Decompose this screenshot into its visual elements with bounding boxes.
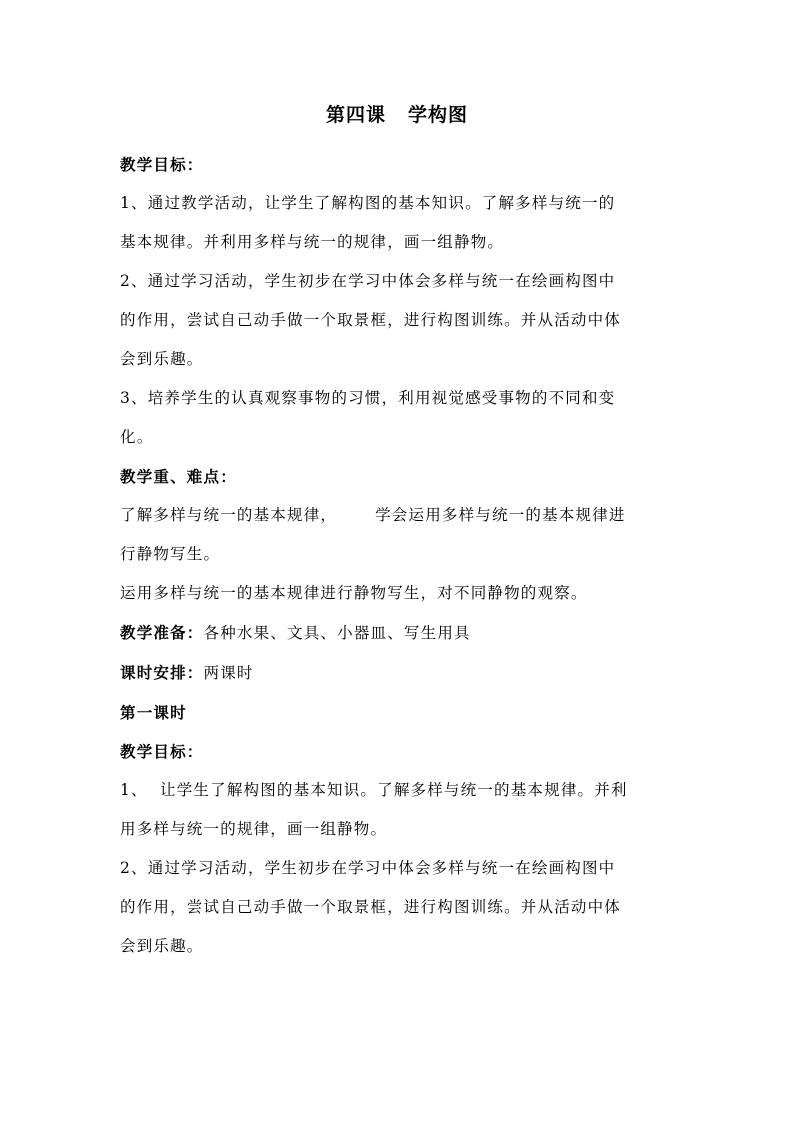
teaching-prep (120, 613, 674, 653)
prep-value: 各种水果、文具、小器皿、写生用具 (203, 624, 471, 642)
lesson-1-objective-2-line-3: 会到乐趣。 (120, 937, 204, 955)
key-points-line-1 (120, 496, 674, 535)
key-points-line-1a: 了解多样与统一的基本规律， (120, 506, 338, 524)
key-points-line-2: 行静物写生。 (120, 545, 221, 563)
title-main: 第四课 (325, 104, 386, 126)
objective-1-line-1: 1、通过教学活动，让学生了解构图的基本知识。了解多样与统一的 (120, 194, 616, 212)
key-points-line-1b: 学会运用多样与统一的基本规律进 (375, 506, 626, 524)
prep-label: 教学准备： (120, 623, 204, 642)
lesson-1-objective-1-line-2: 用多样与统一的规律，画一组静物。 (120, 820, 388, 838)
schedule-value: 两课时 (203, 664, 254, 682)
lesson-1-objective-2-line-2: 的作用，尝试自己动手做一个取景框，进行构图训练。并从活动中体 (120, 898, 622, 916)
lesson-1-objectives-heading: 教学目标： (120, 742, 204, 761)
schedule-label: 课时安排： (120, 663, 204, 682)
title-sub: 学构图 (408, 104, 469, 126)
objective-2-line-2: 的作用，尝试自己动手做一个取景框，进行构图训练。并从活动中体 (120, 311, 622, 329)
objective-2-line-3: 会到乐趣。 (120, 350, 204, 368)
key-points-heading: 教学重、难点： (120, 467, 237, 486)
objective-1-line-2: 基本规律。并利用多样与统一的规律，画一组静物。 (120, 233, 505, 251)
objectives-heading: 教学目标： (120, 155, 204, 174)
lesson-1-heading: 第一课时 (120, 703, 187, 722)
objective-3-line-2: 化。 (120, 428, 154, 446)
page-title (120, 100, 674, 127)
objective-2-line-1: 2、通过学习活动，学生初步在学习中体会多样与统一在绘画构图中 (120, 272, 616, 290)
lesson-1-objective-1-line-1: 1、 让学生了解构图的基本知识。了解多样与统一的基本规律。并利 (120, 781, 628, 799)
key-points-line-3: 运用多样与统一的基本规律进行静物写生，对不同静物的观察。 (120, 584, 588, 602)
class-schedule (120, 653, 674, 693)
objective-3-line-1: 3、培养学生的认真观察事物的习惯，利用视觉感受事物的不同和变 (120, 389, 616, 407)
lesson-1-objective-2-line-1: 2、通过学习活动，学生初步在学习中体会多样与统一在绘画构图中 (120, 859, 616, 877)
